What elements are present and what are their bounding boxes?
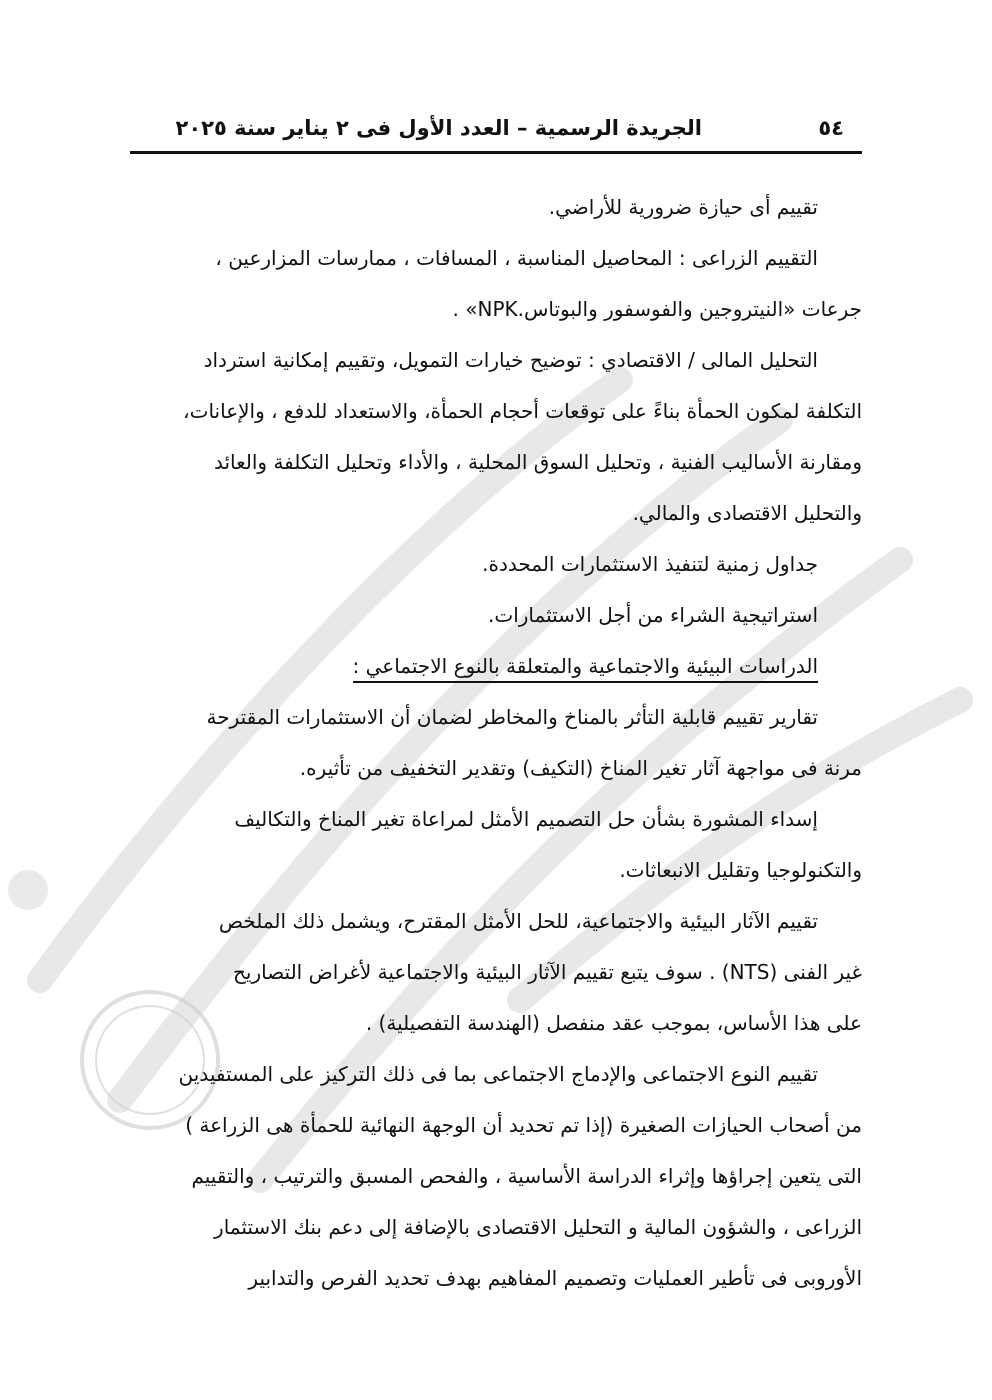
text-line: تقارير تقييم قابلية التأثر بالمناخ والمخاطر لضمان أن الاستثمارات المقترحة [206,705,818,729]
text-line: التحليل المالى / الاقتصادي : توضيح خيارات التمويل، وتقييم إمكانية استرداد [203,348,818,372]
page-header [130,108,862,154]
text-line: غير الفنى (NTS) . سوف يتبع تقييم الآثار البيئية والاجتماعية لأغراض التصاريح [232,960,862,984]
page-body [130,182,862,1304]
text-line: تقييم الآثار البيئية والاجتماعية، للحل الأمثل المقترح، ويشمل ذلك الملخص [218,909,818,933]
text-line: جداول زمنية لتنفيذ الاستثمارات المحددة. [482,552,818,576]
text-line: التكلفة لمكون الحمأة بناءً على توقعات أحجام الحمأة، والاستعداد للدفع ، والإعانات، [183,399,862,423]
page-number: ٥٤ [818,116,844,140]
text-line: استراتيجية الشراء من أجل الاستثمارات. [488,603,818,627]
text-line: التقييم الزراعى : المحاصيل المناسبة ، المسافات ، ممارسات المزارعين ، [215,246,818,270]
text-line: مرنة فى مواجهة آثار تغير المناخ (التكيف) وتقدير التخفيف من تأثيره. [299,756,862,780]
text-line: إسداء المشورة بشأن حل التصميم الأمثل لمراعاة تغير المناخ والتكاليف [234,807,818,831]
gazette-title: الجريدة الرسمية – العدد الأول فى ٢ يناير سنة ٢٠٢٥ [175,116,702,140]
text-line: ومقارنة الأساليب الفنية ، وتحليل السوق المحلية ، والأداء وتحليل التكلفة والعائد [213,450,862,474]
text-line: على هذا الأساس، بموجب عقد منفصل (الهندسة التفصيلية) . [365,1011,862,1035]
text-line: من أصحاب الحيازات الصغيرة (إذا تم تحديد أن الوجهة النهائية للحمأة هى الزراعة ) [185,1113,862,1137]
header-rule [130,151,862,154]
text-line: تقييم النوع الاجتماعى والإدماج الاجتماعى بما فى ذلك التركيز على المستفيدين [178,1062,818,1086]
text-line: الزراعى ، والشؤون المالية و التحليل الاقتصادى بالإضافة إلى دعم بنك الاستثمار [214,1215,862,1239]
text-line: والتحليل الاقتصادى والمالي. [632,501,862,525]
section-heading: الدراسات البيئية والاجتماعية والمتعلقة بالنوع الاجتماعي : [353,651,819,683]
text-line: التى يتعين إجراؤها وإثراء الدراسة الأساسية ، والفحص المسبق والترتيب ، والتقييم [191,1164,862,1188]
text-line: تقييم أى حيازة ضرورية للأراضي. [548,195,818,219]
text-line: جرعات «النيتروجين والفوسفور والبوتاس.NPK» . [452,297,862,321]
text-line: الأوروبى فى تأطير العمليات وتصميم المفاهيم بهدف تحديد الفرص والتدابير [248,1266,862,1290]
text-line: والتكنولوجيا وتقليل الانبعاثات. [619,858,862,882]
